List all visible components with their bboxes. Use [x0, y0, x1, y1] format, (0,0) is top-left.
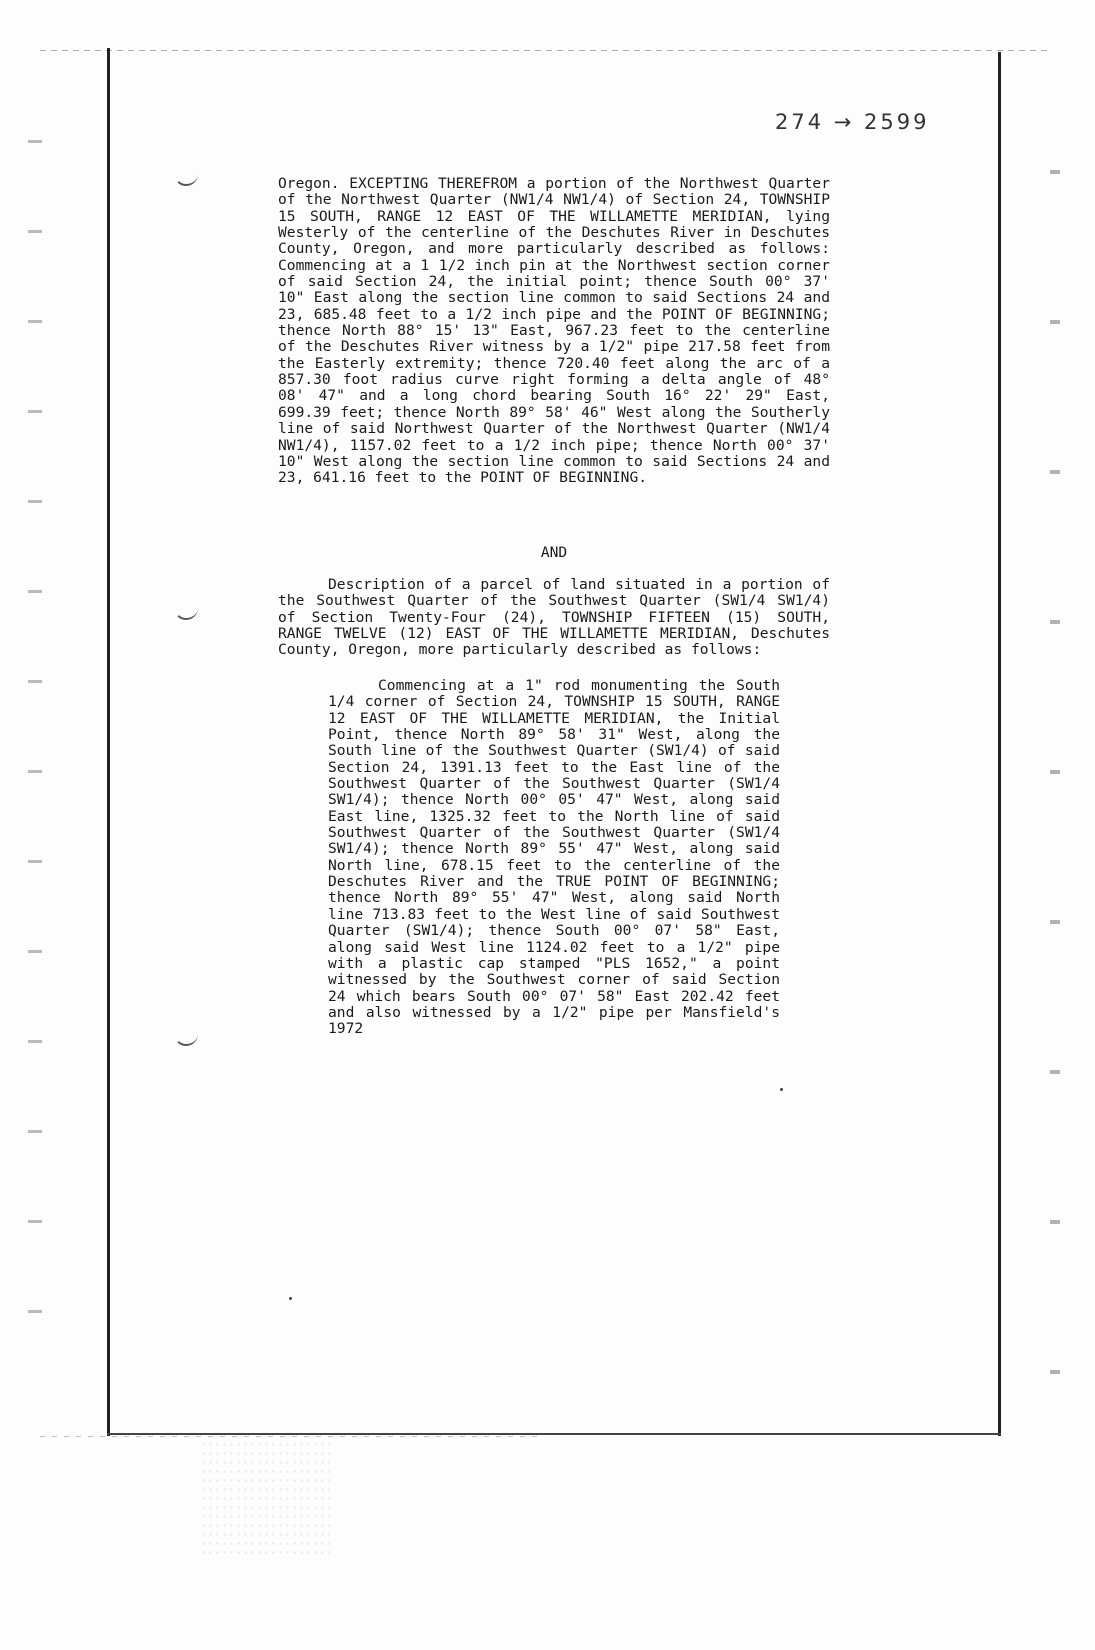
scan-dot — [289, 1297, 292, 1300]
right-border-line — [998, 52, 1001, 1436]
margin-mark — [174, 1032, 198, 1046]
scan-top-edge — [40, 50, 1050, 51]
scan-noise-right — [1050, 100, 1060, 1400]
margin-mark — [174, 172, 198, 186]
scan-bottom-edge — [40, 1436, 540, 1437]
and-heading: AND — [540, 544, 568, 561]
page-number: 274 → 2599 — [775, 110, 930, 134]
bottom-border-line — [107, 1433, 1001, 1435]
left-border-line — [107, 48, 110, 1436]
scan-speckle — [200, 1440, 330, 1560]
margin-mark — [174, 606, 198, 620]
paragraph-description: Description of a parcel of land situated in a portion of the Southwest Quarter of the Southwest Quarter (SW1/4 SW1/4) of Section Twenty-Four (24), TOWNSHIP FIFTEEN (15) SOUTH, RANGE TWELVE (12) EAST OF THE WILLAMETTE MERIDIAN, Deschutes County, Oregon, more particularly described as follows: — [278, 576, 830, 659]
paragraph-excepting: Oregon. EXCEPTING THEREFROM a portion of the Northwest Quarter of the Northwest Quarter (NW1/4 NW1/4) of Section 24, TOWNSHIP 15 SOUTH, RANGE 12 EAST OF THE WILLAMETTE MERIDIAN, lying Westerly of the centerline of the Deschutes River in Deschutes County, Oregon, and more particularly described as follows: Commencing at a 1 1/2 inch pin at the Northwest section corner of said Section 24, the initial point; thence South 00° 37' 10" East along the section line common to said Sections 24 and 23, 685.48 feet to a 1/2 inch pipe and the POINT OF BEGINNING; thence North 88° 15' 13" East, 967.23 feet to the centerline of the Deschutes River witness by a 1/2" pipe 217.58 feet from the Easterly extremity; thence 720.40 feet along the arc of a 857.30 foot radius curve right forming a delta angle of 48° 08' 47" and a long chord bearing South 16° 22' 29" East, 699.39 feet; thence North 89° 58' 46" West along the Southerly line of said Northwest Quarter of the Northwest Quarter (NW1/4 NW1/4), 1157.02 feet to a 1/2 inch pipe; thence North 00° 37' 10" West along the section line common to said Sections 24 and 23, 641.16 feet to the POINT OF BEGINNING. — [278, 175, 830, 487]
scan-noise-left — [28, 100, 42, 1400]
paragraph-commencing: Commencing at a 1" rod monumenting the South 1/4 corner of Section 24, TOWNSHIP 15 SOUTH, RANGE 12 EAST OF THE WILLAMETTE MERIDIAN, the Initial Point, thence North 89° 58' 31" West, along the South line of the Southwest Quarter (SW1/4) of said Section 24, 1391.13 feet to the East line of the Southwest Quarter of the Southwest Quarter (SW1/4 SW1/4); thence North 00° 05' 47" West, along said East line, 1325.32 feet to the North line of said Southwest Quarter of the Southwest Quarter (SW1/4 SW1/4); thence North 89° 55' 47" West, along said North line, 678.15 feet to the centerline of the Deschutes River and the TRUE POINT OF BEGINNING; thence North 89° 55' 47" West, along said North line 713.83 feet to the West line of said Southwest Quarter (SW1/4); thence South 00° 07' 58" East, along said West line 1124.02 feet to a 1/2" pipe with a plastic cap stamped "PLS 1652," a point witnessed by the Southwest corner of said Section 24 which bears South 00° 07' 58" East 202.42 feet and also witnessed by a 1/2" pipe per Mansfield's 1972 — [328, 677, 780, 1038]
scan-dot — [780, 1088, 783, 1091]
